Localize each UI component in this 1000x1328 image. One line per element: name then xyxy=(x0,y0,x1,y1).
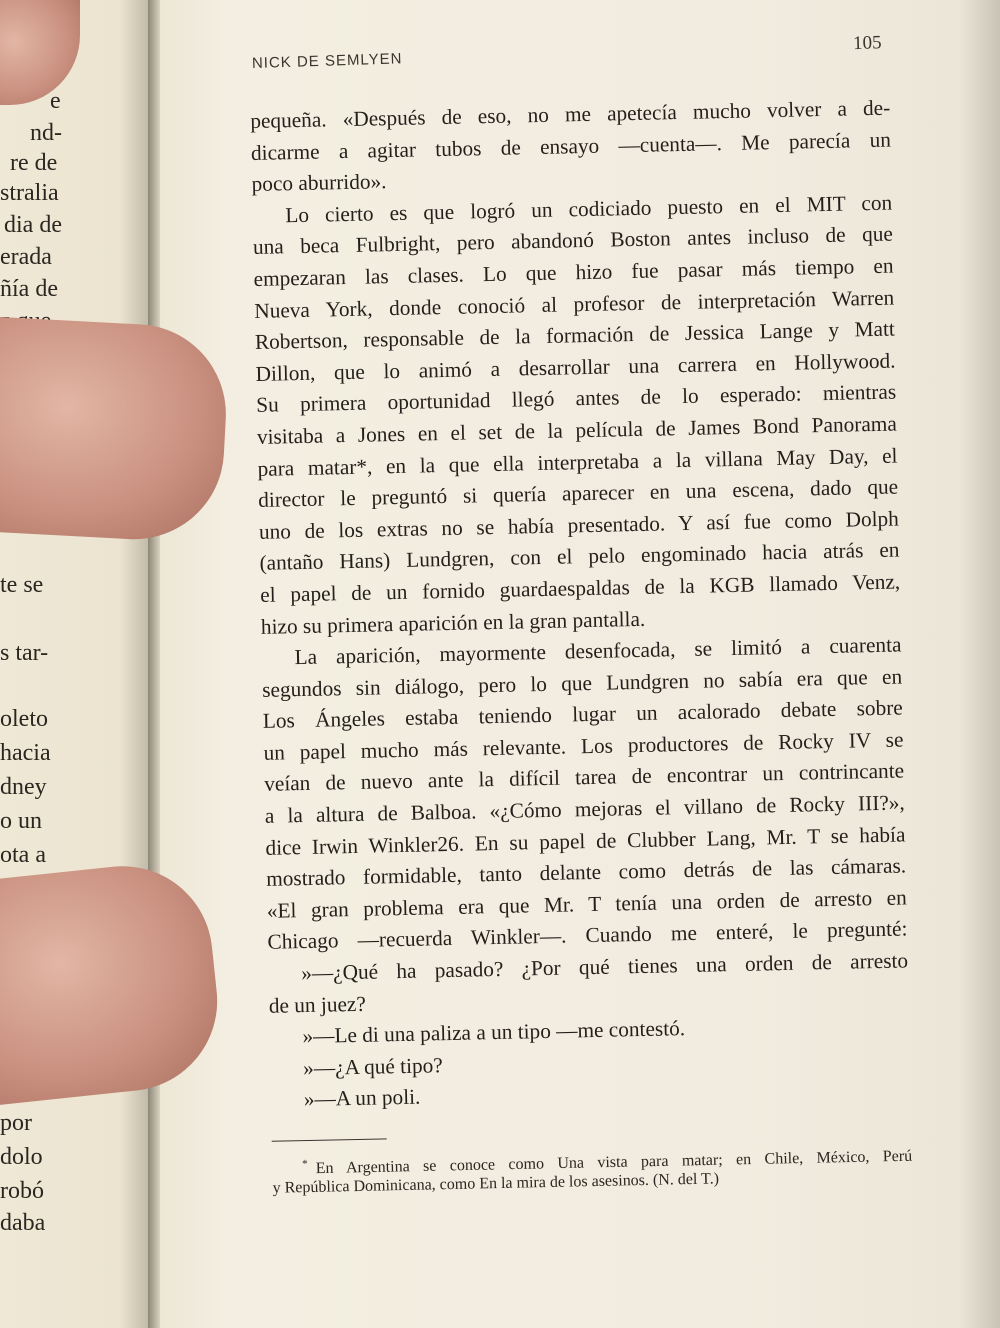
finger-middle xyxy=(0,315,230,544)
text-line: pequeña. «Después de eso, no me apetecía mucho volver a de- xyxy=(250,95,891,133)
page-number: 105 xyxy=(852,32,882,55)
text-line: un papel mucho más relevante. Los productores de Rocky IV se xyxy=(263,727,904,765)
text-line: director le preguntó si quería aparecer en una escena, dado que xyxy=(258,474,899,513)
body-text xyxy=(250,93,913,1200)
text-line: Los Ángeles estaba teniendo lugar un acalorado debate sobre xyxy=(262,695,903,734)
text-line: de un juez? xyxy=(268,991,367,1018)
text-line: Nueva York, donde conoció al profesor de interpretación Warren xyxy=(254,285,895,323)
footnote-text: En Argentina se conoce como Una vista para matar; en Chile, México, Perú xyxy=(315,1147,913,1178)
text-line: »—A un poli. xyxy=(303,1085,421,1112)
text-line: veían de nuevo ante la difícil tarea de encontrar un contrincante xyxy=(263,758,905,797)
left-fragment: por xyxy=(0,1110,32,1136)
text-line: Lo cierto es que logró un codiciado puesto en el MIT con xyxy=(285,190,893,228)
text-line: »—¿A qué tipo? xyxy=(302,1052,443,1080)
left-fragment: dney xyxy=(0,774,47,800)
text-line: Su primera oportunidad llegó antes de lo esperado: mientras xyxy=(256,379,897,418)
text-line: una beca Fulbright, pero abandonó Boston antes incluso de que xyxy=(252,221,894,260)
text-line: segundos sin diálogo, pero lo que Lundgren no sabía era que en xyxy=(261,664,903,702)
left-page-text-fragments xyxy=(0,0,150,1328)
text-line: a la altura de Balboa. «¿Cómo mejoras el villano de Rocky III?», xyxy=(264,790,905,828)
left-fragment: stralia xyxy=(0,180,59,206)
text-line: uno de los extras no se había presentado. Y así fue como Dolph xyxy=(258,506,900,544)
text-line: Dillon, que lo animó a desarrollar una carrera en Hollywood. xyxy=(255,348,896,386)
text-line: visitaba a Jones en el set de la película de James Bond Panorama xyxy=(256,411,898,449)
left-fragment: ota a xyxy=(0,842,46,868)
text-line: mostrado formidable, tanto delante como detrás de las cámaras. xyxy=(265,853,907,892)
footnote-rule xyxy=(272,1138,387,1141)
text-line: Robertson, responsable de la formación de Jessica Lange y Matt xyxy=(254,316,896,355)
text-line: el papel de un fornido guardaespaldas de la KGB llamado Venz, xyxy=(259,569,901,607)
text-line: «El gran problema era que Mr. T tenía una orden de arresto en xyxy=(266,885,907,923)
text-line: La aparición, mayormente desenfocada, se limitó a cuarenta xyxy=(294,632,902,670)
left-fragment: erada xyxy=(0,244,52,270)
footnote-marker: * xyxy=(302,1158,308,1171)
text-line: empezaran las clases. Lo que hizo fue pasar más tiempo en xyxy=(253,253,894,291)
left-fragment: hacia xyxy=(0,740,51,766)
footnote-line: y República Dominicana, como En la mira de los asesinos. (N. del T.) xyxy=(272,1170,720,1197)
left-fragment: o un xyxy=(0,808,42,834)
text-line: »—Le di una paliza a un tipo —me contestó. xyxy=(302,1016,686,1049)
left-fragment: dolo xyxy=(0,1144,43,1170)
text-line: »—¿Qué ha pasado? ¿Por qué tienes una orden de arresto xyxy=(300,948,909,986)
left-fragment: robó xyxy=(0,1178,44,1204)
text-line: dice Irwin Winkler26. En su papel de Clubber Lang, Mr. T se había xyxy=(265,822,906,860)
left-fragment: daba xyxy=(0,1210,46,1236)
text-line: hizo su primera aparición en la gran pantalla. xyxy=(260,606,646,639)
left-fragment: te se xyxy=(0,572,44,598)
text-line: para matar*, en la que ella interpretaba a la villana May Day, el xyxy=(257,443,898,481)
text-line: dicarme a agitar tubos de ensayo —cuenta—. Me parecía un xyxy=(250,127,892,165)
left-fragment: re de xyxy=(10,150,58,176)
running-head: NICK DE SEMLYEN xyxy=(251,50,403,72)
left-fragment: dia de xyxy=(4,212,62,238)
left-fragment: ñía de xyxy=(0,276,58,302)
text-line: Chicago —recuerda Winkler—. Cuando me enteré, le pregunté: xyxy=(267,916,908,955)
left-fragment: oleto xyxy=(0,706,48,732)
text-line: (antaño Hans) Lundgren, con el pelo engominado hacia atrás en xyxy=(259,537,900,576)
text-line: poco aburrido». xyxy=(251,169,387,197)
left-fragment: e xyxy=(50,88,61,114)
left-fragment: nd- xyxy=(30,120,62,146)
left-fragment: s tar- xyxy=(0,640,49,666)
